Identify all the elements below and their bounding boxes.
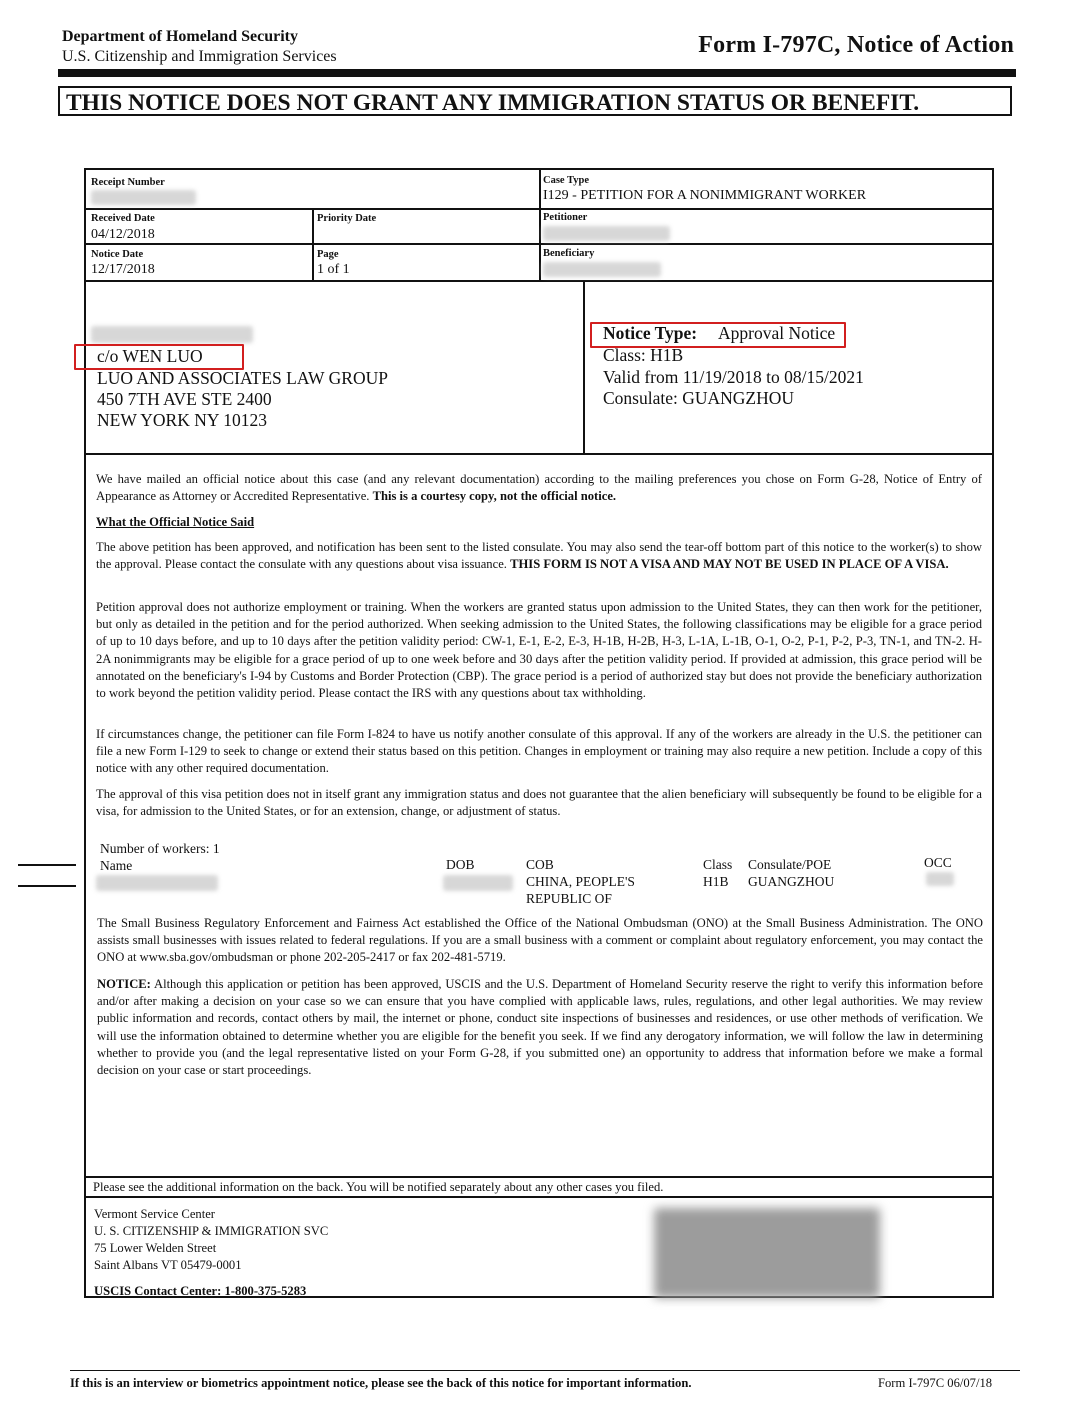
case-type-label: Case Type bbox=[543, 175, 589, 186]
worker-cob-header: COB bbox=[526, 857, 554, 872]
worker-count: Number of workers: 1 bbox=[100, 841, 220, 856]
notice-date-value: 12/17/2018 bbox=[91, 262, 155, 277]
ombudsman-paragraph: The Small Business Regulatory Enforcement and Fairness Act established the Office of the National Ombudsman (ONO) at the Small Business Administration. The ONO assists small businesses with issues related to federal regulations. If you are a small business with a comment or complaint about regulatory enforcement, you may contact the ONO at www.sba.gov/ombudsman or phone 202-205-2417 or fax 202-481-5719. bbox=[97, 916, 983, 965]
approval-text: The above petition has been approved, and notification has been sent to the listed consulate. You may also send the tear-off bottom part of this notice to the worker(s) to show the approval. Please contact the consulate with any questions about visa issuance. bbox=[96, 540, 982, 572]
priority-date-label: Priority Date bbox=[317, 213, 377, 224]
margin-mark bbox=[18, 885, 76, 887]
address-line-1: LUO AND ASSOCIATES LAW GROUP bbox=[97, 368, 388, 388]
notice-label: NOTICE: bbox=[97, 977, 151, 991]
service-center-agency: U. S. CITIZENSHIP & IMMIGRATION SVC bbox=[94, 1224, 329, 1238]
redacted-worker-name bbox=[96, 875, 218, 891]
intro-text: We have mailed an official notice about this case (and any relevant documentation) according to the mailing preferences you chose on Form G-28, Notice of Entry of Appearance as Attorney or Accredited Representative. bbox=[96, 472, 982, 504]
worker-cob-value-1: CHINA, PEOPLE'S bbox=[526, 874, 635, 889]
grid-line bbox=[539, 170, 541, 282]
visa-approval-paragraph: The approval of this visa petition does not in itself grant any immigration status and does not guarantee that the alien beneficiary will subsequently be found to be eligible for a visa, for admission to the United States, or for an extension, change, or adjustment of status. bbox=[96, 787, 982, 819]
case-type-value: I129 - PETITION FOR A NONIMMIGRANT WORKER bbox=[543, 188, 867, 203]
notice-validity: Valid from 11/19/2018 to 08/15/2021 bbox=[603, 367, 864, 387]
interview-biometrics-note: If this is an interview or biometrics appointment notice, please see the back of this notice for important information. bbox=[70, 1376, 692, 1390]
worker-occ-header: OCC bbox=[924, 855, 952, 870]
receipt-number-label: Receipt Number bbox=[91, 177, 165, 188]
verification-notice-paragraph bbox=[97, 976, 983, 1079]
contact-center-phone: USCIS Contact Center: 1-800-375-5283 bbox=[94, 1284, 307, 1298]
highlight-box-care-of bbox=[74, 344, 244, 370]
worker-class-value: H1B bbox=[703, 874, 729, 889]
worker-cob-value-2: REPUBLIC OF bbox=[526, 891, 612, 906]
notice-date-label: Notice Date bbox=[91, 249, 144, 260]
worker-consulate-value: GUANGZHOU bbox=[748, 874, 835, 889]
approval-paragraph bbox=[96, 539, 982, 573]
not-a-visa-warning: THIS FORM IS NOT A VISA AND MAY NOT BE USED IN PLACE OF A VISA. bbox=[510, 557, 949, 572]
notice-consulate: Consulate: GUANGZHOU bbox=[603, 388, 795, 408]
notice-form-frame bbox=[84, 168, 994, 1298]
footer-divider bbox=[86, 1176, 992, 1178]
service-center-name: Vermont Service Center bbox=[94, 1207, 215, 1221]
worker-dob-header: DOB bbox=[446, 857, 475, 872]
redacted-worker-occ bbox=[926, 872, 954, 886]
redacted-receipt-number bbox=[91, 190, 196, 205]
worker-consulate-header: Consulate/POE bbox=[748, 857, 832, 872]
form-code: Form I-797C 06/07/18 bbox=[878, 1376, 993, 1390]
page-value: 1 of 1 bbox=[317, 262, 350, 277]
worker-name-header: Name bbox=[100, 858, 133, 873]
received-date-value: 04/12/2018 bbox=[91, 227, 155, 242]
employment-paragraph: Petition approval does not authorize employment or training. When the workers are granted status upon admission to the United States, they can then work for the petitioner, but only as detailed in the petition and for the period authorized. When seeking admission to the United States, the following classifications may be eligible for a grace period of up to 10 days before, and up to 10 days after the petition validity period: CW-1, E-1, E-2, E-3, H-1B, H-2B, H-3, L-1A, L-1B, O-1, O-2, P-1, P-2, P-3, TN-1, and TN-2. H-2A nonimmigrants may be eligible for a grace period of up to one week before and 30 days after the petition validity period. If provided at admission, this grace period will be annotated on the beneficiary's I-94 by Customs and Border Protection (CBP). The grace period is a period of authorized stay but does not provide the beneficiary authorization to work beyond the petition validity period. Please contact the IRS with any questions about tax withholding. bbox=[96, 600, 982, 701]
service-center-city: Saint Albans VT 05479-0001 bbox=[94, 1258, 242, 1272]
grid-line bbox=[312, 208, 314, 282]
footer-divider bbox=[86, 1196, 992, 1198]
redacted-worker-dob bbox=[443, 875, 513, 891]
notice-class: Class: H1B bbox=[603, 345, 684, 365]
bottom-divider bbox=[70, 1370, 1020, 1371]
service-center-street: 75 Lower Welden Street bbox=[94, 1241, 217, 1255]
additional-info-note: Please see the additional information on the back. You will be notified separately about any other cases you filed. bbox=[93, 1180, 664, 1194]
verification-text: Although this application or petition has been approved, USCIS and the U.S. Department of Homeland Security reserve the right to verify this information before and/or after making a decision on your case so we can ensure that you have complied with applicable laws, rules, regulations, and other legal authorities. We may review public information and records, contact others by mail, the internet or phone, conduct site inspections of businesses and residences, or use other methods of verification. We will use the information obtained to determine whether you are eligible for the benefit you seek. If we find any derogatory information, we will follow the law in determining whether to provide you (and the legal representative listed on your Form G-28, if you submitted one) an opportunity to address that information before we make a formal decision on your case or start proceedings. bbox=[97, 977, 983, 1078]
beneficiary-label: Beneficiary bbox=[543, 248, 595, 259]
intro-paragraph bbox=[96, 471, 982, 505]
received-date-label: Received Date bbox=[91, 213, 155, 224]
section-divider bbox=[86, 453, 992, 455]
redacted-barcode bbox=[654, 1208, 880, 1298]
margin-mark bbox=[18, 864, 76, 866]
notice-type-label: Notice Type: bbox=[603, 323, 698, 343]
header-divider bbox=[58, 69, 1016, 77]
official-notice-heading: What the Official Notice Said bbox=[96, 515, 255, 529]
notice-type-value: Approval Notice bbox=[718, 323, 836, 343]
agency-name: U.S. Citizenship and Immigration Services bbox=[62, 48, 337, 65]
address-line-3: NEW YORK NY 10123 bbox=[97, 410, 267, 430]
care-of-line: c/o WEN LUO bbox=[97, 346, 203, 366]
section-divider bbox=[583, 282, 585, 454]
intro-bold-text: This is a courtesy copy, not the official notice. bbox=[372, 489, 617, 504]
form-title: Form I-797C, Notice of Action bbox=[698, 32, 1014, 58]
redacted-beneficiary bbox=[543, 262, 661, 277]
department-name: Department of Homeland Security bbox=[62, 28, 298, 45]
redacted-petitioner bbox=[543, 226, 670, 241]
petitioner-label: Petitioner bbox=[543, 212, 588, 223]
status-warning-banner: THIS NOTICE DOES NOT GRANT ANY IMMIGRATION STATUS OR BENEFIT. bbox=[58, 86, 1012, 116]
address-line-2: 450 7TH AVE STE 2400 bbox=[97, 389, 272, 409]
page-label: Page bbox=[317, 249, 339, 260]
redacted-recipient-name bbox=[91, 326, 253, 343]
worker-class-header: Class bbox=[703, 857, 733, 872]
circumstances-paragraph: If circumstances change, the petitioner can file Form I-824 to have us notify another consulate of this approval. If any of the workers are already in the U.S. the petitioner can file a new Form I-129 to seek to change or extend their status based on this petition. Changes in employment or training may also require a new petition. Include a copy of this notice with any other required documentation. bbox=[96, 727, 982, 776]
